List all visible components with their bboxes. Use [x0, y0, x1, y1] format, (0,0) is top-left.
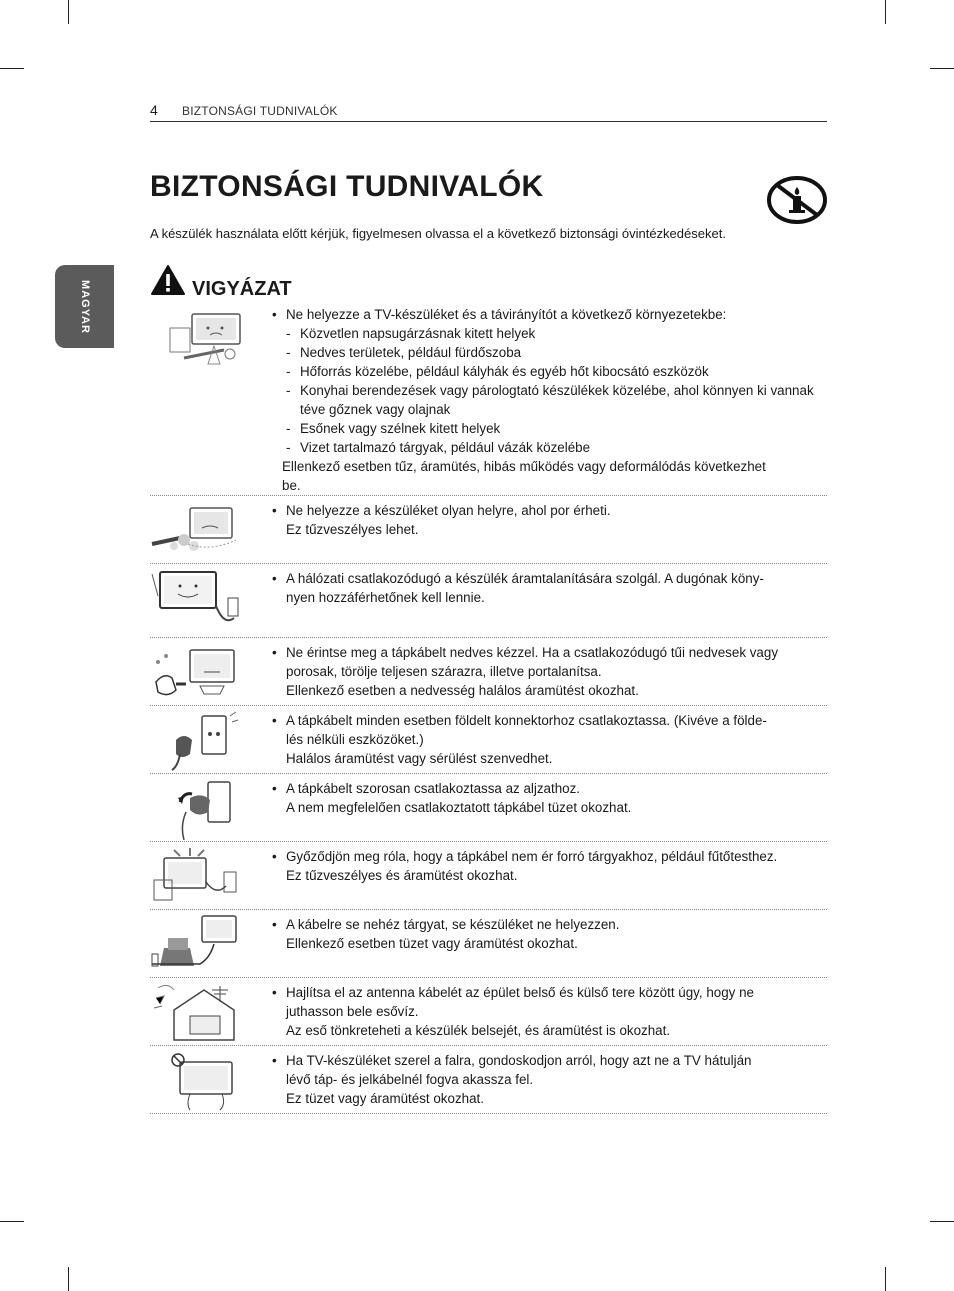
caution-item — [150, 564, 827, 638]
caution-item — [150, 774, 827, 842]
caution-note: A nem megfelelően csatlakoztatott tápkábel tüzet okozhat. — [286, 800, 632, 815]
crop-mark — [68, 0, 69, 24]
caution-bullet: • Ne helyezze a készüléket olyan helyre, ahol por érheti. — [272, 501, 827, 520]
caution-note: Ez tűzveszélyes lehet. — [286, 522, 419, 537]
caution-bullet: • Hajlítsa el az antenna kábelét az épület belső és külső tere között úgy, hogy ne — [272, 983, 827, 1002]
crop-mark — [68, 1267, 69, 1291]
heavy-object-on-cable-illustration-icon — [150, 914, 240, 976]
caution-bullet: • Győződjön meg róla, hogy a tápkábel nem ér forró tárgyakhoz, például fűtőtesthez. — [272, 847, 827, 866]
intro-text: A készülék használata előtt kérjük, figyelmesen olvassa el a következő biztonsági óvintézkedéseket. — [150, 226, 726, 241]
caution-note: Halálos áramütést vagy sérülést szenvedhet. — [286, 751, 553, 766]
caution-bullet: • A kábelre se nehéz tárgyat, se készüléket ne helyezzen. — [272, 915, 827, 934]
caution-bullet: • A tápkábelt szorosan csatlakoztassa az aljzathoz. — [272, 779, 827, 798]
caution-bullet: • A hálózati csatlakozódugó a készülék áramtalanítására szolgál. A dugónak köny- — [272, 569, 827, 588]
caution-item — [150, 842, 827, 910]
caution-item — [150, 910, 827, 978]
caution-note: Ez tüzet vagy áramütést okozhat. — [286, 1091, 484, 1106]
caution-subitem: - Vizet tartalmazó tárgyak, például vázák közelébe — [272, 438, 827, 457]
tv-environment-illustration-icon — [164, 308, 254, 370]
caution-label: VIGYÁZAT — [192, 278, 292, 300]
caution-note: Az eső tönkreteheti a készülék belsejét, és áramütést is okozhat. — [286, 1023, 671, 1038]
crop-mark — [885, 1267, 886, 1291]
caution-item — [150, 300, 827, 496]
caution-note: Ellenkező esetben tűz, áramütés, hibás működés vagy deformálódás következhet — [282, 459, 766, 474]
crop-mark — [930, 68, 954, 69]
caution-bullet-continuation: juthasson bele esővíz. — [286, 1004, 419, 1019]
caution-bullet: • Ne helyezze a TV-készüléket és a távirányítót a következő környezetekbe: — [272, 305, 827, 324]
caution-subitem: - Nedves területek, például fürdőszoba — [272, 343, 827, 362]
caution-bullet: • Ne érintse meg a tápkábelt nedves kézzel. Ha a csatlakozódugó tűi nedvesek vagy — [272, 643, 827, 662]
caution-note: Ellenkező esetben tüzet vagy áramütést okozhat. — [286, 936, 578, 951]
caution-subitem: - Hőforrás közelébe, például kályhák és egyéb hőt kibocsátó eszközök — [272, 362, 827, 381]
caution-item — [150, 496, 827, 564]
caution-note: be. — [282, 478, 301, 493]
crop-mark — [930, 1221, 954, 1222]
page-header — [150, 102, 827, 122]
caution-list — [150, 300, 827, 1114]
caution-subitem: - Esőnek vagy szélnek kitett helyek — [272, 419, 827, 438]
antenna-rain-illustration-icon — [150, 982, 240, 1044]
wall-mount-cable-illustration-icon — [150, 1050, 240, 1112]
caution-item — [150, 706, 827, 774]
hot-object-illustration-icon — [150, 846, 240, 908]
crop-mark — [0, 68, 24, 69]
wet-hand-illustration-icon — [150, 642, 240, 704]
language-tab — [55, 265, 114, 348]
crop-mark — [885, 0, 886, 24]
caution-item — [150, 978, 827, 1046]
caution-item — [150, 1046, 827, 1114]
caution-note: Ez tűzveszélyes és áramütést okozhat. — [286, 868, 518, 883]
language-tab-label: MAGYAR — [78, 279, 91, 334]
running-title: BIZTONSÁGI TUDNIVALÓK — [182, 104, 338, 118]
warning-triangle-icon — [150, 264, 186, 296]
caution-bullet: • Ha TV-készüléket szerel a falra, gondoskodjon arról, hogy azt ne a TV hátulján — [272, 1051, 827, 1070]
grounded-outlet-illustration-icon — [150, 710, 240, 772]
caution-item — [150, 638, 827, 706]
plug-insert-illustration-icon — [150, 778, 240, 840]
page-title: BIZTONSÁGI TUDNIVALÓK — [150, 170, 544, 203]
page-number: 4 — [150, 102, 158, 118]
dust-tv-illustration-icon — [150, 500, 240, 562]
caution-bullet-continuation: lévő táp- és jelkábelnél fogva akassza fel. — [286, 1072, 534, 1087]
caution-heading — [150, 264, 450, 300]
caution-bullet-continuation: lés nélküli eszközöket.) — [286, 732, 424, 747]
caution-bullet-continuation: nyen hozzáférhetőnek kell lennie. — [286, 590, 485, 605]
caution-subitem: - Konyhai berendezések vagy párologtató készülékek közelébe, ahol könnyen ki vannak téve gőznek vagy olajnak — [272, 381, 827, 419]
caution-bullet-continuation: porosak, törölje teljesen szárazra, illetve portalanítsa. — [286, 664, 602, 679]
crop-mark — [0, 1221, 24, 1222]
plug-access-illustration-icon — [150, 568, 240, 630]
caution-note: Ellenkező esetben a nedvesség halálos áramütést okozhat. — [286, 683, 639, 698]
caution-bullet: • A tápkábelt minden esetben földelt konnektorhoz csatlakoztassa. (Kivéve a földe- — [272, 711, 827, 730]
no-candle-icon — [767, 176, 827, 224]
caution-subitem: - Közvetlen napsugárzásnak kitett helyek — [272, 324, 827, 343]
